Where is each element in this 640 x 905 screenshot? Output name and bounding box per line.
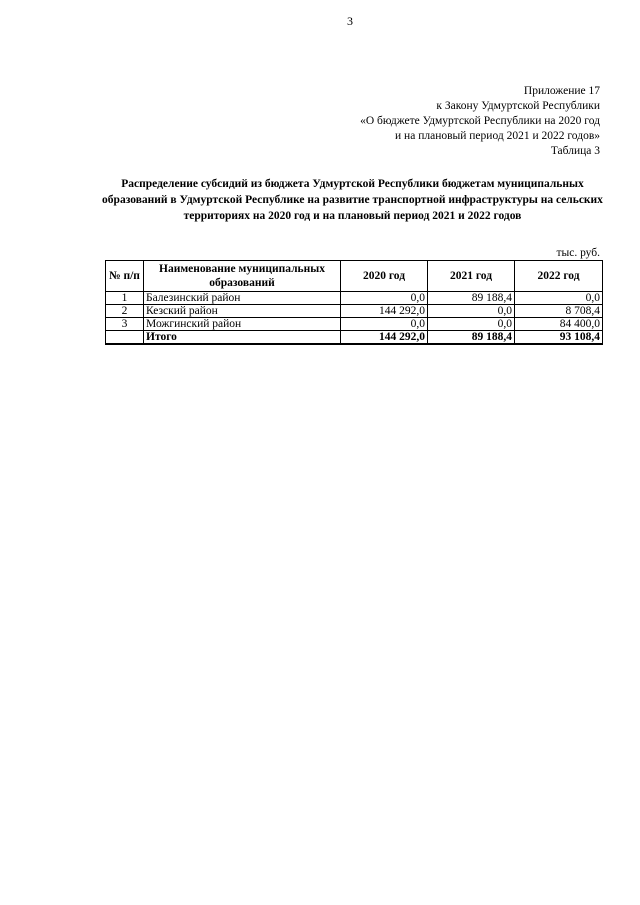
value-2022: 8 708,4 [515,305,603,318]
appendix-line: Приложение 17 [523,85,600,97]
row-number: 2 [106,305,144,318]
appendix-line: к Закону Удмуртской Республики [436,100,600,112]
document-title: Распределение субсидий из бюджета Удмуртской Республики бюджетам муниципальных образований в Удмуртской Республике на развитие транспортной инфраструктуры на сельских территориях на 2020 год и на плановый период 2021 и 2022 годов [102,178,603,222]
municipality-name: Кезский район [144,305,341,318]
total-2022: 93 108,4 [515,331,603,345]
subsidies-table [105,260,603,345]
header-municipality: Наименование муниципальных образований [144,261,341,292]
table-row [106,305,603,318]
table-row [106,318,603,331]
appendix-header [240,84,600,159]
appendix-line: «О бюджете Удмуртской Республики на 2020 год [360,115,600,127]
header-2020: 2020 год [341,261,428,292]
units-label: тыс. руб. [556,247,600,259]
header-2022: 2022 год [515,261,603,292]
total-2020: 144 292,0 [341,331,428,345]
row-number: 1 [106,292,144,305]
table-row [106,292,603,305]
municipality-name: Балезинский район [144,292,341,305]
header-number: № п/п [106,261,144,292]
row-number: 3 [106,318,144,331]
value-2022: 84 400,0 [515,318,603,331]
value-2021: 0,0 [428,305,515,318]
value-2020: 0,0 [341,318,428,331]
appendix-line: и на плановый период 2021 и 2022 годов» [395,130,600,142]
total-label: Итого [144,331,341,345]
value-2021: 0,0 [428,318,515,331]
total-number [106,331,144,345]
value-2021: 89 188,4 [428,292,515,305]
table-header-row [106,261,603,292]
municipality-name: Можгинский район [144,318,341,331]
value-2020: 0,0 [341,292,428,305]
value-2020: 144 292,0 [341,305,428,318]
total-row [106,331,603,345]
header-2021: 2021 год [428,261,515,292]
page-number: 3 [347,14,353,28]
value-2022: 0,0 [515,292,603,305]
table-label: Таблица 3 [550,145,600,157]
total-2021: 89 188,4 [428,331,515,345]
